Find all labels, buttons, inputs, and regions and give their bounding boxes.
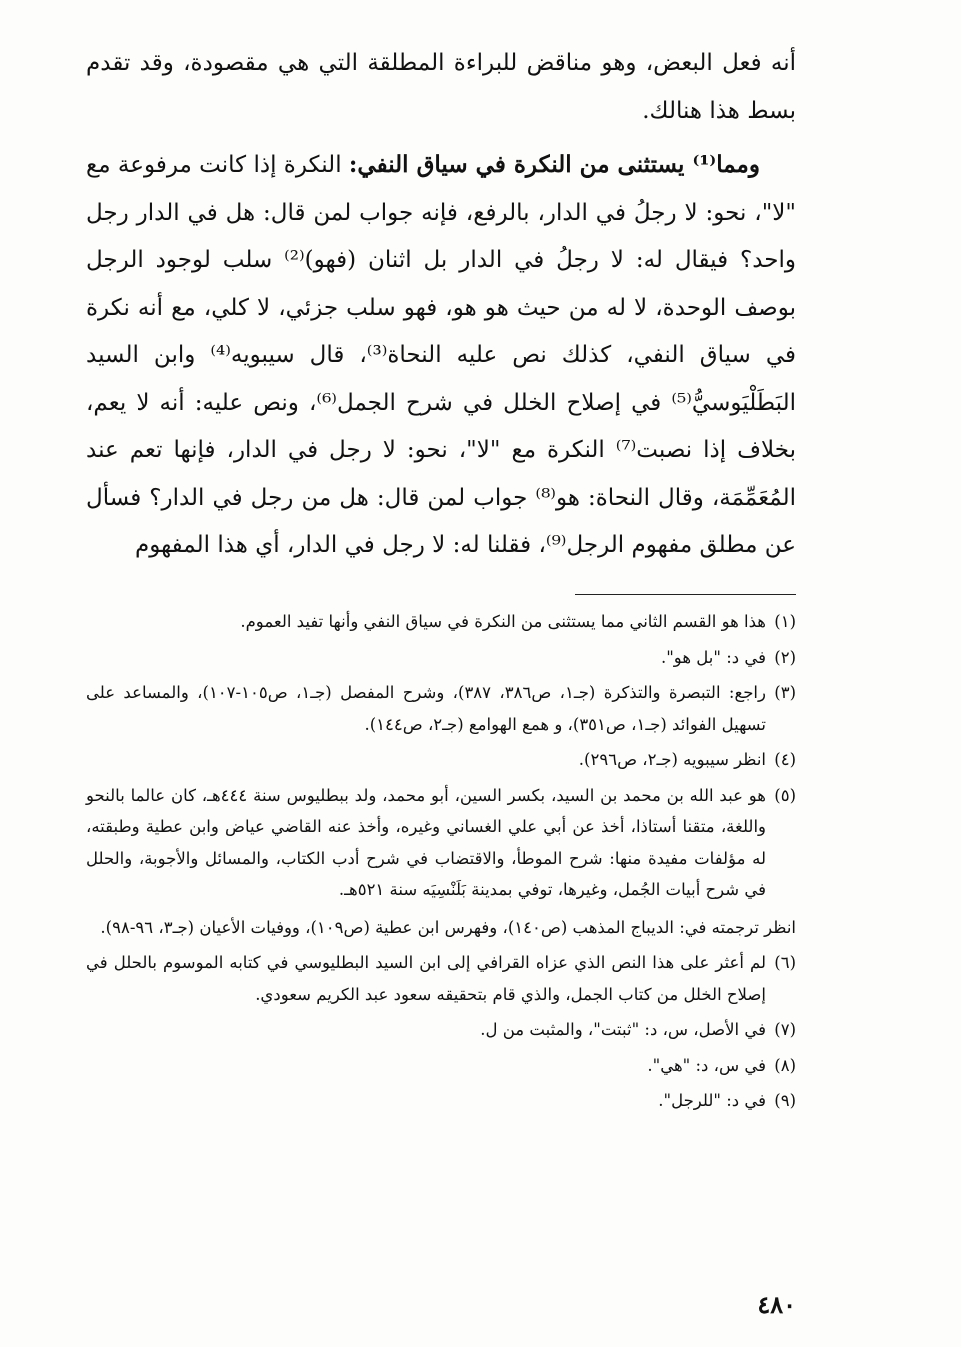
footnote-9 xyxy=(86,1085,796,1117)
footnote-text: انظر سيبويه (جـ٢، ص٢٩٦). xyxy=(578,750,766,769)
paragraph-1: أنه فعل البعض، وهو مناقض للبراءة المطلقة التي هي مقصودة، وقد تقدم بسط هذا هنالك. xyxy=(86,50,796,124)
footnote-text: راجع: التبصرة والتذكرة (جـ١، ص٣٨٦، ٣٨٧)، وشرح المفصل (جـ١، ص١٠٥-١٠٧)، والمساعد على تسهيل الفوائد (جـ١، ص٣٥١)، و همع الهوامع (جـ٢، ص١٤٤). xyxy=(86,683,766,734)
footnote-text: هذا هو القسم الثاني مما يستثنى من النكرة في سياق النفي وأنها تفيد العموم. xyxy=(240,612,766,631)
footnote-number: (٢) xyxy=(774,647,796,667)
footnote-number: (١) xyxy=(774,612,796,631)
footnote-5 xyxy=(86,780,796,906)
paragraph-2-body: النكرة إذا كانت مرفوعة مع "لا"، نحو: لا رجلُ في الدار، بالرفع، فإنه جواب لمن قال: هل في الدار رجل واحد؟ فيقال له: لا رجلُ في الدار بل اثنان (فهو)⁽²⁾ سلب لوجود الرجل بوصف الوحدة، لا له من حيث هو هو، فهو سلب جزئي، لا كلي، مع أنه نكرة في سياق النفي، كذلك نص عليه النحاة⁽³⁾، قال سيبويه⁽⁴⁾ وابن السيد البَطَلْيَوسيُّ⁽⁵⁾ في إصلاح الخلل في شرح الجمل⁽⁶⁾، ونص عليه: أنه لا يعم، بخلاف إذا نصبت⁽⁷⁾ النكرة مع "لا"، نحو: لا رجل في الدار، فإنها تعم عند المُعَمِّمَة، وقال النحاة: هو⁽⁸⁾ جواب لمن قال: هل من رجل في الدار؟ فسأل عن مطلق مفهوم الرجل⁽⁹⁾، فقلنا له: لا رجل في الدار، أي هذا المفهوم xyxy=(86,152,797,558)
footnote-number: (٧) xyxy=(774,1020,796,1039)
footnote-separator xyxy=(575,594,796,595)
footnotes xyxy=(86,606,796,1121)
footnote-3 xyxy=(86,677,796,740)
paragraph-2 xyxy=(86,141,796,570)
footnote-1 xyxy=(86,606,796,638)
footnote-number: (٦) xyxy=(774,953,796,972)
footnote-text: في س، د: "هي". xyxy=(647,1055,766,1075)
footnote-number: (٥) xyxy=(774,785,796,805)
footnote-4 xyxy=(86,744,796,776)
footnote-text: هو عبد الله بن محمد بن السيد، بكسر السين، أبو محمد، ولد ببطليوس سنة ٤٤٤هـ، كان عالما بالنحو واللغة، متقنا أستاذا، أخذ عن أبي علي الغساني وغيره، وأخذ عنه القاضي عياض وابن عطية وطبقته، له مؤلفات مفيدة منها: شرح الموطأ، والاقتضاب في شرح أدب الكتاب، والمسائل والأجوبة، والحلل في شرح أبيات الجُمل، وغيرها، توفي بمدينة بَلَنْسِيَه سنة ٥٢١هـ. xyxy=(86,785,766,899)
footnote-number: (٩) xyxy=(774,1091,796,1110)
footnote-text: في د: "للرجل". xyxy=(658,1091,766,1110)
footnote-text: لم أعثر على هذا النص الذي عزاه القرافي إلى ابن السيد البطليوسي في كتابه الموسوم بالحلل في إصلاح الخلل من كتاب الجمل، والذي قام بتحقيقه سعود عبد الكريم سعودي. xyxy=(86,953,766,1004)
footnote-number: (٤) xyxy=(774,750,796,769)
footnote-7 xyxy=(86,1014,796,1046)
footnote-2 xyxy=(86,642,796,674)
footnote-text: في الأصل، س، د: "ثبتت"، والمثبت من ل. xyxy=(480,1020,766,1039)
page-number: ٤٨٠ xyxy=(757,1290,796,1319)
footnote-number: (٣) xyxy=(774,683,796,702)
footnote-6 xyxy=(86,947,796,1010)
section-lead: ومما⁽¹⁾ يستثنى من النكرة في سياق النفي: xyxy=(348,151,760,178)
footnote-number: (٨) xyxy=(774,1055,796,1075)
main-text xyxy=(86,40,796,570)
footnote-text: في د: "بل هو". xyxy=(660,647,766,667)
footnote-5-continuation: انظر ترجمته في: الديباج المذهب (ص١٤٠)، وفهرس ابن عطية (ص١٠٩)، ووفيات الأعيان (جـ٣، ٩٦-٩٨). xyxy=(100,917,796,937)
footnote-8 xyxy=(86,1050,796,1082)
